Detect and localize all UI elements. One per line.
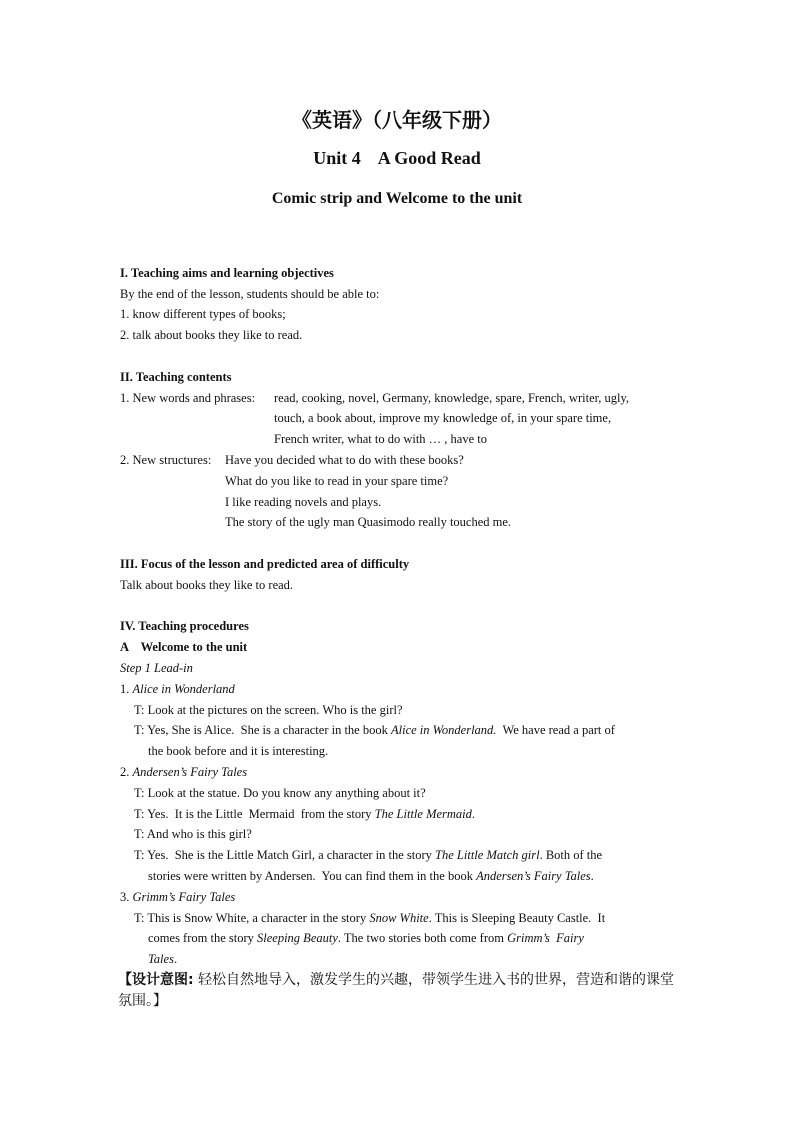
structure-line-2: What do you like to read in your spare time? — [225, 474, 449, 488]
section-1-heading: I. Teaching aims and learning objectives — [120, 266, 334, 280]
item-2-line-5-end: . — [590, 869, 594, 883]
item-2-line-5-text: stories were written by Andersen. You can find them in the book — [148, 869, 477, 883]
book-title: 《英语》（八年级下册） — [292, 110, 502, 132]
item-2-line-2-book: The Little Mermaid — [374, 807, 472, 821]
item-3-line-1 — [134, 910, 605, 926]
item-3-line-2-text: comes from the story — [148, 931, 258, 945]
subsection-a-title: A Welcome to the unit — [120, 640, 248, 654]
item-2-line-5-book: Andersen’s Fairy Tales — [476, 869, 591, 883]
section-2-heading: II. Teaching contents — [120, 370, 232, 384]
new-structures-label: 2. New structures: — [120, 453, 212, 467]
item-2-line-2-text: T: Yes. It is the Little Mermaid from the story — [134, 807, 375, 821]
item-2-line-4-book: The Little Match girl — [435, 848, 540, 862]
item-2-line-2 — [134, 806, 475, 822]
item-1-number: 1. — [120, 682, 130, 696]
step-1-title: Step 1 Lead-in — [120, 661, 193, 675]
item-2-line-4-text: T: Yes. She is the Little Match Girl, a character in the story — [134, 848, 436, 862]
item-3-line-2-book: Sleeping Beauty — [257, 931, 338, 945]
section-4-heading: IV. Teaching procedures — [120, 619, 249, 633]
aim-item-2: 2. talk about books they like to read. — [120, 328, 303, 342]
unit-title: Unit 4 A Good Read — [313, 148, 481, 168]
new-words-label: 1. New words and phrases: — [120, 391, 256, 405]
item-1-line-2-end: We have read a part of — [496, 723, 615, 737]
section-3-heading: III. Focus of the lesson and predicted area of difficulty — [120, 557, 410, 571]
item-1-title — [120, 681, 235, 697]
new-words-line-1: read, cooking, novel, Germany, knowledge, spare, French, writer, ugly, — [274, 391, 630, 405]
item-1-line-2-book: Alice in Wonderland. — [390, 723, 497, 737]
design-intent-label: 【设计意图: — [118, 972, 194, 988]
item-2-line-4-end: . Both of the — [539, 848, 603, 862]
item-3-line-1-text: T: This is Snow White, a character in the story — [134, 911, 370, 925]
design-intent-text: 轻松自然地导入，激发学生的兴趣，带领学生进入书的世界，营造和谐的课堂氛围。】 — [118, 972, 675, 1009]
lesson-title: Comic strip and Welcome to the unit — [271, 190, 523, 207]
item-2-book: Andersen’s Fairy Tales — [132, 765, 248, 779]
item-3-line-2-mid: . The two stories both come from — [337, 931, 508, 945]
item-3-line-1-book: Snow White — [369, 911, 429, 925]
item-2-line-2-end: . — [471, 807, 476, 821]
aim-item-1: 1. know different types of books; — [120, 307, 286, 321]
section-3-text: Talk about books they like to read. — [120, 578, 294, 592]
item-3-line-2-book-2: Grimm’s Fairy — [507, 931, 584, 945]
item-3-book: Grimm’s Fairy Tales — [132, 890, 236, 904]
item-1-line-1: T: Look at the pictures on the screen. Who is the girl? — [134, 703, 403, 717]
item-2-line-5 — [148, 868, 594, 884]
item-3-line-3 — [148, 951, 177, 967]
item-2-title — [120, 764, 247, 780]
item-2-number: 2. — [120, 765, 130, 779]
item-2-line-4 — [134, 847, 602, 863]
section-1-intro: By the end of the lesson, students should be able to: — [120, 287, 380, 301]
structure-line-4: The story of the ugly man Quasimodo really touched me. — [225, 515, 512, 529]
item-3-line-2 — [148, 930, 584, 946]
new-words-line-3: French writer, what to do with … , have to — [274, 432, 487, 446]
item-1-line-2 — [134, 722, 615, 738]
item-1-line-3: the book before and it is interesting. — [148, 744, 329, 758]
item-2-line-1: T: Look at the statue. Do you know any anything about it? — [134, 786, 426, 800]
structure-line-1: Have you decided what to do with these books? — [225, 453, 464, 467]
structure-line-3: I like reading novels and plays. — [225, 495, 382, 509]
item-3-line-1-end: . This is Sleeping Beauty Castle. It — [428, 911, 606, 925]
item-1-book: Alice in Wonderland — [132, 682, 235, 696]
item-2-line-3: T: And who is this girl? — [134, 827, 252, 841]
item-3-number: 3. — [120, 890, 130, 904]
item-3-line-3-end: . — [173, 952, 178, 966]
item-1-line-2-text: T: Yes, She is Alice. She is a character in the book — [134, 723, 391, 737]
item-3-line-3-book: Tales — [148, 952, 174, 966]
item-3-title — [120, 889, 235, 905]
new-words-line-2: touch, a book about, improve my knowledge of, in your spare time, — [274, 411, 612, 425]
design-intent-note — [118, 970, 688, 1012]
